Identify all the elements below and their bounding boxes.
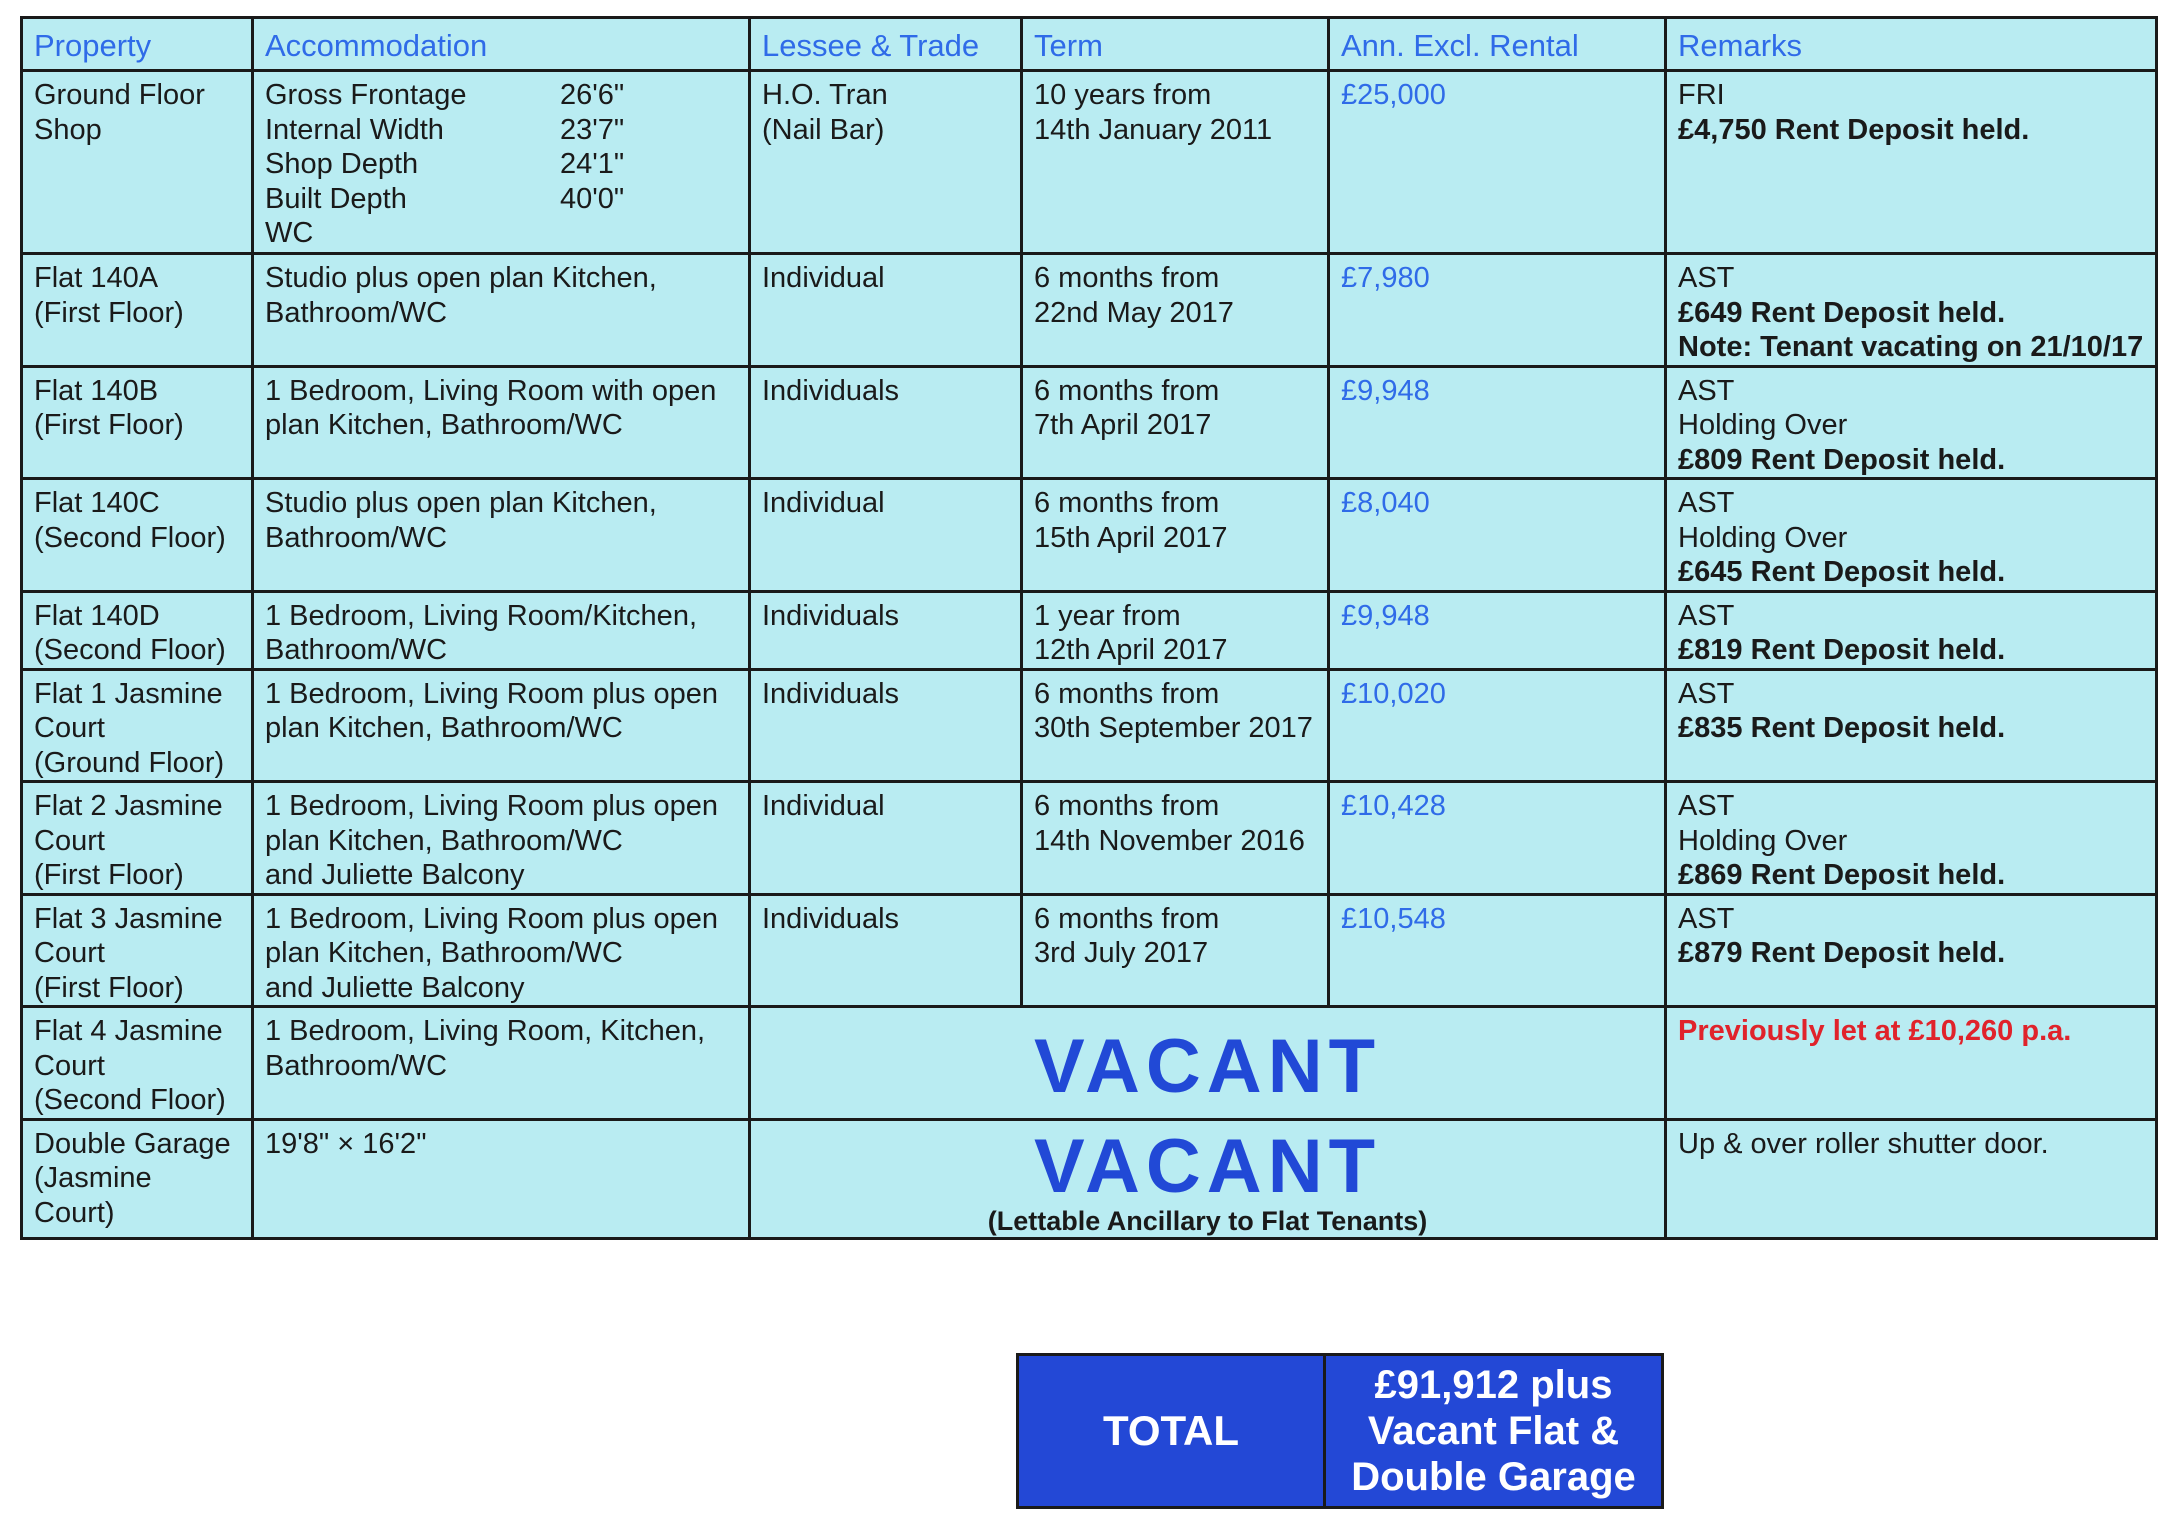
accommodation-line: 1 Bedroom, Living Room, Kitchen, <box>265 1015 706 1047</box>
table-row <box>22 1007 2157 1120</box>
table-row <box>22 1119 2157 1238</box>
remark-line: Holding Over <box>1678 824 1848 857</box>
property-line: Double Garage <box>34 1127 231 1160</box>
total-value-line: Vacant Flat & <box>1367 1409 1620 1453</box>
remark-line: AST <box>1678 677 1735 710</box>
term-line: 12th April 2017 <box>1034 634 1228 666</box>
remark-deposit: £869 Rent Deposit held. <box>1678 859 2006 891</box>
cell-vacant <box>750 1007 1666 1120</box>
remark-deposit: £649 Rent Deposit held. <box>1678 296 2006 329</box>
property-line: (Ground Floor) <box>34 746 225 779</box>
property-line: (Jasmine Court) <box>34 1162 152 1229</box>
header-lessee: Lessee & Trade <box>750 18 1022 71</box>
tenancy-schedule <box>20 16 2155 1240</box>
accommodation-line: 1 Bedroom, Living Room/Kitchen, <box>265 599 697 632</box>
accommodation-line: 1 Bedroom, Living Room plus open <box>265 677 718 710</box>
term-line: 6 months from <box>1034 790 1220 822</box>
cell-property <box>22 1119 253 1238</box>
accommodation-line: 1 Bedroom, Living Room plus open <box>265 790 718 822</box>
remark-line: AST <box>1678 374 1735 407</box>
lessee-line: Individuals <box>762 902 900 935</box>
property-line: Court <box>34 1049 105 1082</box>
cell-term <box>1022 479 1329 592</box>
measure-label: Gross Frontage <box>265 79 467 111</box>
lessee-line: Individuals <box>762 677 900 710</box>
cell-remarks <box>1666 591 2157 669</box>
cell-rental: £25,000 <box>1329 71 1666 254</box>
cell-accommodation <box>253 669 750 782</box>
cell-accommodation <box>253 71 750 254</box>
remark-line: AST <box>1678 262 1735 294</box>
table-row <box>22 894 2157 1007</box>
remark-line: Holding Over <box>1678 409 1848 441</box>
table-row <box>22 254 2157 367</box>
remark-line: Holding Over <box>1678 521 1848 554</box>
cell-accommodation <box>253 254 750 367</box>
term-line: 6 months from <box>1034 902 1220 935</box>
cell-term <box>1022 782 1329 895</box>
cell-property <box>22 591 253 669</box>
header-property: Property <box>22 18 253 71</box>
cell-property <box>22 366 253 479</box>
cell-vacant <box>750 1119 1666 1238</box>
tenancy-table <box>20 16 2158 1240</box>
measure-label: WC <box>265 217 314 249</box>
cell-property <box>22 479 253 592</box>
accommodation-line: and Juliette Balcony <box>265 859 525 891</box>
accommodation-line: 1 Bedroom, Living Room with open <box>265 374 717 407</box>
cell-lessee <box>750 894 1022 1007</box>
accommodation-line: Bathroom/WC <box>265 521 448 554</box>
term-line: 7th April 2017 <box>1034 409 1212 441</box>
cell-accommodation <box>253 366 750 479</box>
remark-line: AST <box>1678 599 1735 632</box>
remark-line: AST <box>1678 790 1735 822</box>
measure-value: 26'6" <box>560 79 625 111</box>
property-line: Flat 140A <box>34 262 159 294</box>
term-line: 6 months from <box>1034 374 1220 407</box>
accommodation-line: plan Kitchen, Bathroom/WC <box>265 712 623 744</box>
cell-lessee <box>750 669 1022 782</box>
table-row <box>22 71 2157 254</box>
cell-accommodation <box>253 479 750 592</box>
header-row <box>22 18 2157 71</box>
measure-label: Shop Depth <box>265 148 419 180</box>
measure-value <box>560 216 737 251</box>
property-line: (First Floor) <box>34 409 184 441</box>
header-remarks: Remarks <box>1666 18 2157 71</box>
accommodation-line: plan Kitchen, Bathroom/WC <box>265 937 623 969</box>
property-line: Court <box>34 937 105 969</box>
cell-property <box>22 1007 253 1120</box>
accommodation-line: and Juliette Balcony <box>265 971 525 1004</box>
cell-rental: £10,020 <box>1329 669 1666 782</box>
term-line: 22nd May 2017 <box>1034 296 1234 329</box>
term-line: 6 months from <box>1034 487 1220 519</box>
table-row <box>22 591 2157 669</box>
total-value-line: £91,912 plus <box>1374 1363 1613 1407</box>
accommodation-line: plan Kitchen, Bathroom/WC <box>265 409 623 441</box>
lessee-line: Individual <box>762 262 885 294</box>
cell-property <box>22 782 253 895</box>
property-line: Flat 140C <box>34 487 160 519</box>
cell-term <box>1022 591 1329 669</box>
cell-accommodation <box>253 591 750 669</box>
term-line: 30th September 2017 <box>1034 712 1313 744</box>
cell-term <box>1022 71 1329 254</box>
remark-deposit: £819 Rent Deposit held. <box>1678 634 2006 666</box>
total-box <box>1016 1353 1664 1509</box>
cell-accommodation <box>253 782 750 895</box>
property-line: (First Floor) <box>34 859 184 891</box>
lessee-line: Individuals <box>762 599 900 632</box>
table-body <box>22 71 2157 1239</box>
property-line: Court <box>34 824 105 857</box>
property-line: Ground Floor <box>34 79 205 111</box>
accommodation-measurements <box>265 78 737 251</box>
cell-rental: £9,948 <box>1329 366 1666 479</box>
property-line: Flat 4 Jasmine <box>34 1015 223 1047</box>
remark-line: AST <box>1678 902 1735 935</box>
table-row <box>22 669 2157 782</box>
lessee-line: Individual <box>762 487 885 519</box>
remark-deposit: £879 Rent Deposit held. <box>1678 937 2006 969</box>
cell-rental: £7,980 <box>1329 254 1666 367</box>
cell-lessee <box>750 254 1022 367</box>
term-line: 6 months from <box>1034 677 1220 710</box>
cell-rental: £8,040 <box>1329 479 1666 592</box>
remark-deposit: £4,750 Rent Deposit held. <box>1678 113 2030 146</box>
cell-remarks <box>1666 71 2157 254</box>
table-row <box>22 479 2157 592</box>
header-term: Term <box>1022 18 1329 71</box>
lessee-line: Individual <box>762 790 885 822</box>
lessee-line: H.O. Tran <box>762 79 888 111</box>
lessee-line: Individuals <box>762 374 900 407</box>
lessee-line: (Nail Bar) <box>762 113 885 146</box>
vacant-label: VACANT <box>1033 1123 1381 1209</box>
cell-lessee <box>750 71 1022 254</box>
table-row <box>22 366 2157 479</box>
remark-deposit: Note: Tenant vacating on 21/10/17 <box>1678 331 2144 363</box>
remark-deposit: £835 Rent Deposit held. <box>1678 712 2006 744</box>
property-line: (Second Floor) <box>34 1084 226 1116</box>
measure-value: 23'7" <box>560 113 625 146</box>
measure-value: 40'0" <box>560 182 625 215</box>
accommodation-line: Studio plus open plan Kitchen, <box>265 262 657 294</box>
property-line: Flat 2 Jasmine <box>34 790 223 822</box>
term-line: 10 years from <box>1034 79 1212 111</box>
property-line: Shop <box>34 113 102 146</box>
cell-term <box>1022 669 1329 782</box>
property-line: Flat 1 Jasmine <box>34 677 223 710</box>
remark-deposit: £645 Rent Deposit held. <box>1678 556 2006 588</box>
accommodation-line: Bathroom/WC <box>265 296 448 329</box>
cell-rental: £9,948 <box>1329 591 1666 669</box>
accommodation-line: 19'8" × 16'2" <box>265 1127 427 1160</box>
property-line: (First Floor) <box>34 296 184 329</box>
term-line: 15th April 2017 <box>1034 521 1228 554</box>
cell-term <box>1022 894 1329 1007</box>
cell-lessee <box>750 591 1022 669</box>
accommodation-line: plan Kitchen, Bathroom/WC <box>265 824 623 857</box>
property-line: (First Floor) <box>34 971 184 1004</box>
remark-line: AST <box>1678 487 1735 519</box>
cell-remarks <box>1666 782 2157 895</box>
cell-lessee <box>750 479 1022 592</box>
cell-remarks <box>1666 1007 2157 1120</box>
cell-accommodation <box>253 894 750 1007</box>
property-line: Flat 140D <box>34 599 160 632</box>
cell-property <box>22 254 253 367</box>
total-label: TOTAL <box>1016 1353 1323 1509</box>
remark-previous-rent: Previously let at £10,260 p.a. <box>1678 1015 2072 1047</box>
cell-remarks <box>1666 366 2157 479</box>
accommodation-line: Bathroom/WC <box>265 634 448 666</box>
cell-property <box>22 894 253 1007</box>
term-line: 14th November 2016 <box>1034 824 1305 857</box>
property-line: (Second Floor) <box>34 521 226 554</box>
accommodation-line: Bathroom/WC <box>265 1049 448 1082</box>
cell-remarks <box>1666 479 2157 592</box>
vacant-note: (Lettable Ancillary to Flat Tenants) <box>987 1205 1428 1236</box>
total-value-line: Double Garage <box>1351 1455 1636 1499</box>
cell-property <box>22 71 253 254</box>
cell-remarks <box>1666 894 2157 1007</box>
total-value <box>1323 1353 1664 1509</box>
table-row <box>22 782 2157 895</box>
cell-property <box>22 669 253 782</box>
remark-line: FRI <box>1678 79 1725 111</box>
header-rental: Ann. Excl. Rental <box>1329 18 1666 71</box>
accommodation-line: 1 Bedroom, Living Room plus open <box>265 902 718 935</box>
measure-label: Built Depth <box>265 182 407 215</box>
remark-deposit: £809 Rent Deposit held. <box>1678 443 2006 476</box>
header-accommodation: Accommodation <box>253 18 750 71</box>
property-line: Flat 140B <box>34 374 159 407</box>
measure-label: Internal Width <box>265 113 444 146</box>
cell-term <box>1022 254 1329 367</box>
cell-term <box>1022 366 1329 479</box>
cell-accommodation <box>253 1007 750 1120</box>
remark-line: Up & over roller shutter door. <box>1678 1127 2049 1160</box>
term-line: 14th January 2011 <box>1034 113 1273 146</box>
cell-lessee <box>750 782 1022 895</box>
cell-rental: £10,428 <box>1329 782 1666 895</box>
property-line: Flat 3 Jasmine <box>34 902 223 935</box>
term-line: 6 months from <box>1034 262 1220 294</box>
term-line: 1 year from <box>1034 599 1181 632</box>
cell-accommodation <box>253 1119 750 1238</box>
measure-value: 24'1" <box>560 148 625 180</box>
cell-remarks <box>1666 1119 2157 1238</box>
vacant-label: VACANT <box>1033 1023 1381 1109</box>
property-line: Court <box>34 712 105 744</box>
cell-lessee <box>750 366 1022 479</box>
term-line: 3rd July 2017 <box>1034 937 1209 969</box>
cell-remarks <box>1666 254 2157 367</box>
cell-remarks <box>1666 669 2157 782</box>
cell-rental: £10,548 <box>1329 894 1666 1007</box>
accommodation-line: Studio plus open plan Kitchen, <box>265 487 657 519</box>
property-line: (Second Floor) <box>34 634 226 666</box>
